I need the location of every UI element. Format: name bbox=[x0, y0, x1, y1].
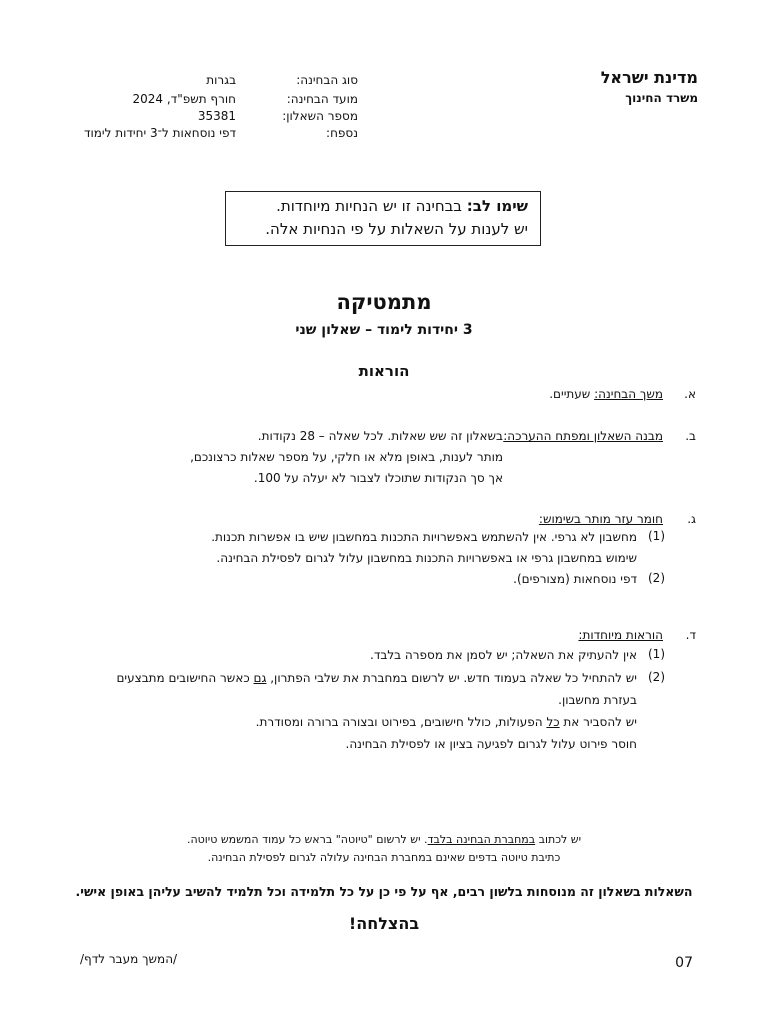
gender-note: השאלות בשאלון זה מנוסחות בלשון רבים, אף על פי כן על כל תלמידה וכל תלמיד להשיב עליהן באופן אישי. bbox=[75, 884, 693, 899]
footer-note-2: כתיבת טיוטה בדפים שאינם במחברת הבחינה עלולה לגרום לפסילת הבחינה. bbox=[207, 851, 561, 864]
meta-label-appendix: נספח: bbox=[326, 126, 358, 140]
section-b-letter: ב. bbox=[685, 429, 696, 443]
notice-bold: שימו לב: bbox=[466, 197, 528, 215]
section-d-item-1-number: (1) bbox=[648, 647, 665, 661]
notice-line-1-rest: בבחינה זו יש הנחיות מיוחדות. bbox=[276, 197, 467, 215]
meta-value-appendix: דפי נוסחאות ל־3 יחידות לימוד bbox=[83, 126, 236, 140]
section-d-item-1-line-1: אין להעתיק את השאלה; יש לסמן את מספרה בלבד. bbox=[370, 648, 637, 662]
section-d-label: הוראות מיוחדות: bbox=[578, 628, 663, 642]
meta-value-number: 35381 bbox=[197, 109, 236, 123]
meta-label-type: סוג הבחינה: bbox=[296, 73, 358, 87]
page-title: מתמטיקה bbox=[336, 290, 432, 314]
meta-value-type: בגרות bbox=[206, 73, 236, 87]
section-d-letter: ד. bbox=[685, 628, 696, 642]
meta-value-date: חורף תשפ"ד, 2024 bbox=[132, 92, 236, 106]
section-c-item-1-line-2: שימוש במחשבון גרפי או באפשרויות התכנות במחשבון עלול לגרום לפסילת הבחינה. bbox=[216, 551, 637, 565]
instructions-heading: הוראות bbox=[358, 362, 410, 380]
ministry-name: משרד החינוך bbox=[625, 91, 698, 105]
footer-note-1: יש לכתוב במחברת הבחינה בלבד. יש לרשום "טיוטה" בראש כל עמוד המשמש טיוטה. bbox=[186, 833, 582, 846]
section-b-line-1: בשאלון זה שש שאלות. לכל שאלה – 28 נקודות. bbox=[257, 429, 503, 443]
good-luck: בהצלחה! bbox=[348, 914, 420, 933]
section-a-label: משך הבחינה: bbox=[594, 387, 663, 401]
section-d-item-2-line-4: חוסר פירוט עלול לגרום לפגיעה בציון או לפסילת הבחינה. bbox=[345, 737, 637, 751]
meta-label-date: מועד הבחינה: bbox=[286, 92, 358, 106]
section-a-text: שעתיים. bbox=[549, 387, 595, 401]
meta-label-number: מספר השאלון: bbox=[282, 109, 358, 123]
section-c-label: חומר עזר מותר בשימוש: bbox=[538, 512, 663, 526]
section-d-item-2-line-2: בעזרת מחשבון. bbox=[558, 693, 637, 707]
notice-line-1 bbox=[226, 195, 528, 218]
section-b-label: מבנה השאלון ומפתח ההערכה: bbox=[503, 429, 663, 443]
notice-box bbox=[225, 191, 541, 246]
state-name: מדינת ישראל bbox=[600, 68, 698, 87]
page-subtitle: 3 יחידות לימוד – שאלון שני bbox=[295, 322, 473, 338]
section-c-letter: ג. bbox=[687, 512, 696, 526]
notice-line-2: יש לענות על השאלות על פי הנחיות אלה. bbox=[265, 220, 528, 238]
section-c-item-1-number: (1) bbox=[648, 529, 665, 543]
section-d-item-2-line-1: יש להתחיל כל שאלה בעמוד חדש. יש לרשום במחברת את שלבי הפתרון, גם כאשר החישובים מתבצעים bbox=[116, 671, 637, 685]
section-b-line-3: אך סך הנקודות שתוכלו לצבור לא יעלה על 100. bbox=[253, 471, 503, 485]
page-code: 07 bbox=[675, 955, 693, 971]
section-c-item-2-line-1: דפי נוסחאות (מצורפים). bbox=[513, 572, 637, 586]
section-a bbox=[549, 384, 663, 405]
section-c-item-1-line-1: מחשבון לא גרפי. אין להשתמש באפשרויות התכנות במחשבון שיש בו אפשרות תכנות. bbox=[211, 530, 637, 544]
section-d-item-2-line-3: יש להסביר את כל הפעולות, כולל חישובים, בפירוט ובצורה ברורה ומסודרת. bbox=[255, 715, 637, 729]
section-c-item-2-number: (2) bbox=[648, 571, 665, 585]
continue-note: /המשך מעבר לדף/ bbox=[80, 952, 178, 966]
section-d-item-2-number: (2) bbox=[648, 670, 665, 684]
section-a-letter: א. bbox=[684, 387, 696, 401]
section-b-line-2: מותר לענות, באופן מלא או חלקי, על מספר שאלות כרצונכם, bbox=[190, 450, 503, 464]
